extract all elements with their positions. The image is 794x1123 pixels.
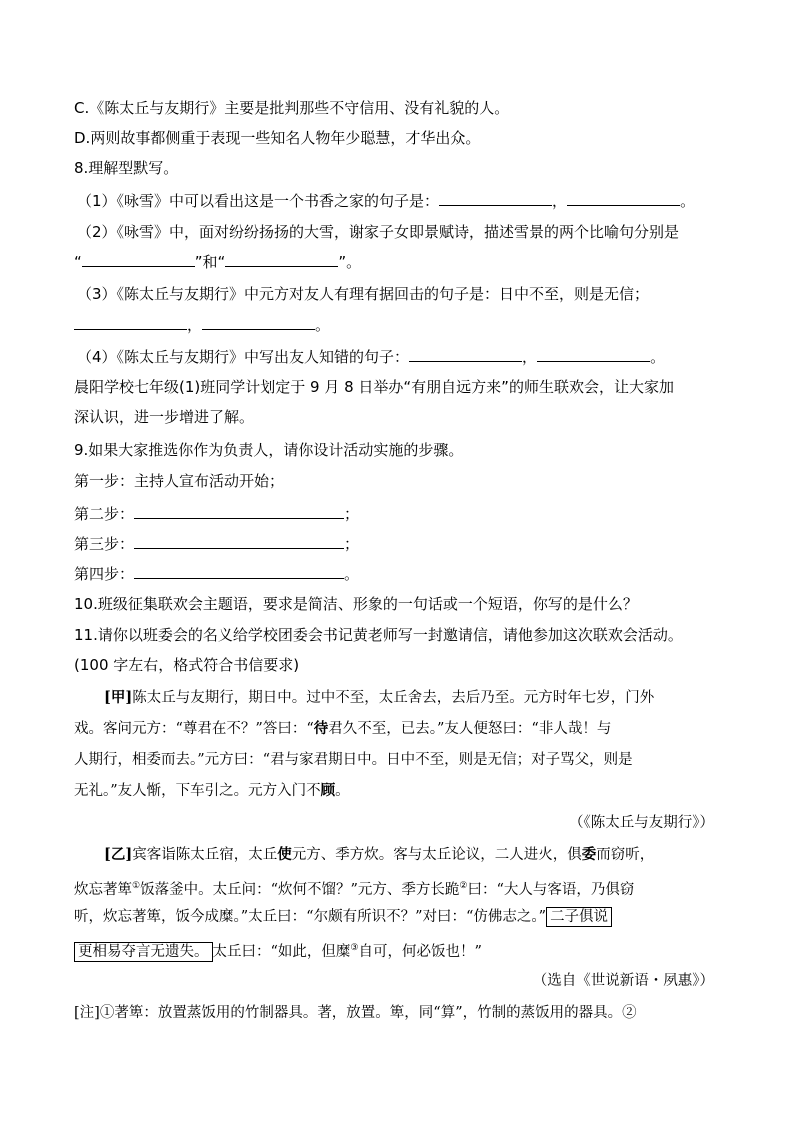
- jia-line-4: [74, 781, 724, 801]
- separator: ，: [522, 348, 538, 366]
- passage-text: 饭落釜中。太丘问：“炊何不馏？”元方、季方长跪: [140, 881, 460, 898]
- jia-line-1: [104, 688, 724, 708]
- passage-label-yi: [乙]: [104, 846, 133, 863]
- yi-line-3: [74, 907, 724, 927]
- q8-item-1: [77, 191, 727, 211]
- q11-line-2: (100 字左右，格式符合书信要求): [74, 656, 300, 674]
- footnote-marker: ①: [132, 881, 141, 891]
- jia-source: （《陈太丘与友期行》）: [569, 815, 714, 831]
- key-word: 使: [277, 846, 292, 863]
- jia-line-3: 人期行，相委而去。”元方曰：“君与家君期日中。日中不至，则是无信；对子骂父，则是: [74, 752, 633, 768]
- passage-label-jia: [甲]: [104, 689, 133, 706]
- key-word: 待: [313, 720, 329, 737]
- passage-text: 戏。客问元方：“尊君在不？”答曰：“: [74, 721, 314, 737]
- q9-step-4: [74, 564, 724, 584]
- passage-text: 自可，何必饭也！”: [358, 943, 482, 960]
- q8-item-4-text: （4）《陈太丘与友期行》中写出友人知错的句子：: [77, 348, 410, 366]
- boxed-sentence: 更相易夺言无遗失。: [74, 942, 213, 962]
- answer-blank[interactable]: [439, 191, 552, 206]
- q8-title: 8.理解型默写。: [74, 159, 179, 177]
- q10: 10.班级征集联欢会主题语，要求是简洁、形象的一句话或一个短语，你写的是什么？: [74, 595, 638, 613]
- q8-item-1-text: （1）《咏雪》中可以看出这是一个书香之家的句子是：: [77, 192, 440, 210]
- footnote-marker: ③: [350, 943, 359, 953]
- yi-line-2: [74, 876, 724, 900]
- answer-blank[interactable]: [567, 191, 680, 206]
- intro-line-1: 晨阳学校七年级(1)班同学计划定于 9 月 8 日举办“有朋自远方来”的师生联欢会，让大家加: [74, 378, 674, 396]
- end-mark: 。: [680, 192, 696, 210]
- intro-line-2: 深认识，进一步增进了解。: [74, 408, 255, 426]
- q9-step-2: [74, 504, 724, 524]
- end-mark: 。: [315, 316, 331, 334]
- q9-step-1: 第一步：主持人宣布活动开始；: [74, 472, 285, 490]
- q11-line-1: 11.请你以班委会的名义给学校团委会书记黄老师写一封邀请信，请他参加这次联欢会活动。: [74, 626, 683, 644]
- passage-text: 曰：“大人与客语，乃俱窃: [467, 881, 635, 898]
- end-mark: 。: [650, 348, 666, 366]
- answer-blank[interactable]: [225, 252, 338, 267]
- q8-item-2-blanks: [74, 252, 724, 272]
- option-d: D.两则故事都侧重于表现一些知名人物年少聪慧，才华出众。: [74, 129, 481, 147]
- answer-blank[interactable]: [134, 534, 344, 549]
- answer-blank[interactable]: [202, 315, 315, 330]
- passage-text: 而窃听，: [596, 847, 655, 863]
- passage-text: 君久不至，已去。”友人便怒曰：“非人哉！与: [328, 721, 612, 737]
- quote-mid: ”和“: [194, 253, 226, 271]
- q8-item-2: （2）《咏雪》中，面对纷纷扬扬的大雪，谢家子女即景赋诗，描述雪景的两个比喻句分别是: [77, 223, 680, 241]
- step-label: 第三步：: [74, 535, 135, 553]
- key-word: 委: [581, 846, 597, 863]
- yi-line-4: [74, 938, 724, 962]
- passage-text: 炊忘著箄: [74, 881, 132, 898]
- q8-item-3: （3）《陈太丘与友期行》中元方对友人有理有据回击的句子是：日中不至，则是无信；: [77, 285, 650, 303]
- answer-blank[interactable]: [537, 347, 650, 362]
- quote-open: “: [74, 253, 82, 271]
- separator: ，: [552, 192, 568, 210]
- end-mark: ；: [344, 505, 360, 523]
- passage-text: 。: [335, 783, 350, 799]
- footnote-marker: ②: [459, 881, 468, 891]
- jia-line-2: [74, 719, 724, 739]
- passage-text: 太丘曰：“如此，但糜: [212, 943, 351, 960]
- key-word: 顾: [320, 782, 336, 799]
- boxed-sentence: 二子俱说: [546, 907, 612, 927]
- q8-item-3-blanks: [74, 315, 724, 335]
- passage-text: 宾客诣陈太丘宿，太丘: [132, 847, 278, 863]
- answer-blank[interactable]: [74, 315, 187, 330]
- end-mark: 。: [344, 565, 360, 583]
- answer-blank[interactable]: [134, 504, 344, 519]
- yi-line-1: [104, 845, 724, 865]
- annotation-note: [注]①著箄：放置蒸饭用的竹制器具。著，放置。箄，同“算”，竹制的蒸饭用的器具。②: [74, 1005, 637, 1021]
- passage-text: 陈太丘与友期行，期日中。过中不至，太丘舍去，去后乃至。元方时年七岁，门外: [132, 690, 655, 706]
- separator: ，: [187, 316, 203, 334]
- answer-blank[interactable]: [409, 347, 522, 362]
- step-label: 第二步：: [74, 505, 135, 523]
- passage-text: 元方、季方炊。客与太丘论议，二人进火，俱: [291, 847, 582, 863]
- q8-item-4: [77, 347, 727, 367]
- passage-text: 无礼。”友人惭，下车引之。元方入门不: [74, 783, 321, 799]
- step-label: 第四步：: [74, 565, 135, 583]
- answer-blank[interactable]: [134, 564, 344, 579]
- yi-source: （选自《世说新语・夙惠》）: [532, 973, 714, 989]
- q9-title: 9.如果大家推选你作为负责人，请你设计活动实施的步骤。: [74, 441, 464, 459]
- q9-step-3: [74, 534, 724, 554]
- option-c: C.《陈太丘与友期行》主要是批判那些不守信用、没有礼貌的人。: [74, 99, 510, 117]
- passage-text: 听，炊忘著箄，饭今成糜。”太丘曰：“尔颇有所识不？”对曰：“仿佛志之。”: [74, 909, 547, 925]
- quote-end: ”。: [338, 253, 362, 271]
- end-mark: ；: [344, 535, 360, 553]
- answer-blank[interactable]: [82, 252, 195, 267]
